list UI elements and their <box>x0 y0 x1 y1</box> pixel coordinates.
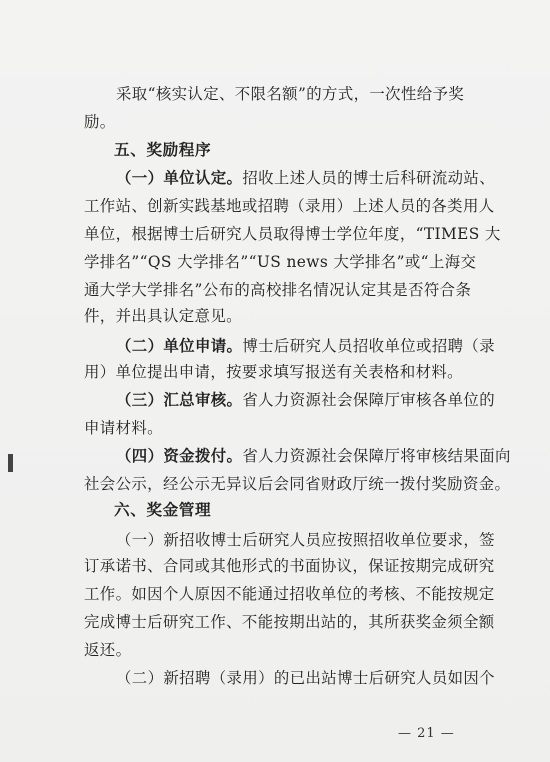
line-text: 通大学大学排名”公布的高校排名情况认定其是否符合条 <box>84 281 472 299</box>
line-text: 件，并出具认定意见。 <box>84 307 242 325</box>
line-text: 采取“核实认定、不限名额”的方式，一次性给予奖 <box>116 85 465 103</box>
paragraph-line <box>84 252 476 272</box>
paragraph-line <box>84 306 242 326</box>
paragraph-line <box>116 168 495 188</box>
line-text: 学排名”“QS 大学排名”“US news 大学排名”或“上海交 <box>84 253 477 271</box>
line-text: 省人力资源社会保障厅将审核结果面向 <box>242 447 511 465</box>
paragraph-line <box>84 112 116 132</box>
line-text: （一）新招收博士后研究人员应按照招收单位要求，签 <box>116 531 495 549</box>
line-text: 工作。如因个人原因不能通过招收单位的考核、不能按规定 <box>84 585 495 603</box>
line-text: 订承诺书、合同或其他形式的书面协议，保证按期完成研究 <box>84 557 495 575</box>
line-text: 单位，根据博士后研究人员取得博士学位年度，“TIMES 大 <box>84 225 501 243</box>
paragraph-line <box>84 362 463 382</box>
paragraph-line <box>116 446 511 466</box>
paragraph-line <box>84 418 163 438</box>
subheading-text: （二）单位申请。 <box>116 337 243 355</box>
subheading-text: （一）单位认定。 <box>116 169 243 187</box>
paragraph-line <box>116 84 464 104</box>
paragraph-line <box>84 224 501 244</box>
paragraph-line <box>84 556 495 576</box>
line-text: 博士后研究人员招收单位或招聘（录 <box>242 337 495 355</box>
line-text: （二）新招聘（录用）的已出站博士后研究人员如因个 <box>116 669 495 687</box>
paragraph-line <box>84 584 495 604</box>
subheading-text: （三）汇总审核。 <box>116 391 243 409</box>
paragraph-line <box>116 336 495 356</box>
line-text: 申请材料。 <box>84 419 163 437</box>
section-heading <box>114 500 211 520</box>
line-text: 招收上述人员的博士后科研流动站、 <box>242 169 495 187</box>
line-text: 完成博士后研究工作、不能按期出站的，其所获奖金须全额 <box>84 613 495 631</box>
line-text: 用）单位提出申请，按要求填写报送有关表格和材料。 <box>84 363 463 381</box>
page-number: — 21 — <box>398 726 455 741</box>
heading-text: 五、奖励程序 <box>114 141 212 159</box>
paragraph-line <box>84 474 510 494</box>
subheading-text: （四）资金拨付。 <box>116 447 243 465</box>
paragraph-line <box>84 280 471 300</box>
paragraph-line <box>84 640 131 660</box>
paragraph-line <box>116 390 495 410</box>
line-text: 工作站、创新实践基地或招聘（录用）上述人员的各类用人 <box>84 197 495 215</box>
scan-edge-mark <box>8 454 13 472</box>
paragraph-line <box>84 612 495 632</box>
section-heading <box>114 140 211 160</box>
paragraph-line <box>84 196 495 216</box>
line-text: 励。 <box>84 113 116 131</box>
line-text: 社会公示，经公示无异议后会同省财政厅统一拨付奖励资金。 <box>84 475 511 493</box>
heading-text: 六、奖金管理 <box>114 501 212 519</box>
line-text: 返还。 <box>84 641 132 659</box>
paragraph-line <box>116 668 495 688</box>
line-text: 省人力资源社会保障厅审核各单位的 <box>242 391 495 409</box>
paragraph-line <box>116 530 495 550</box>
